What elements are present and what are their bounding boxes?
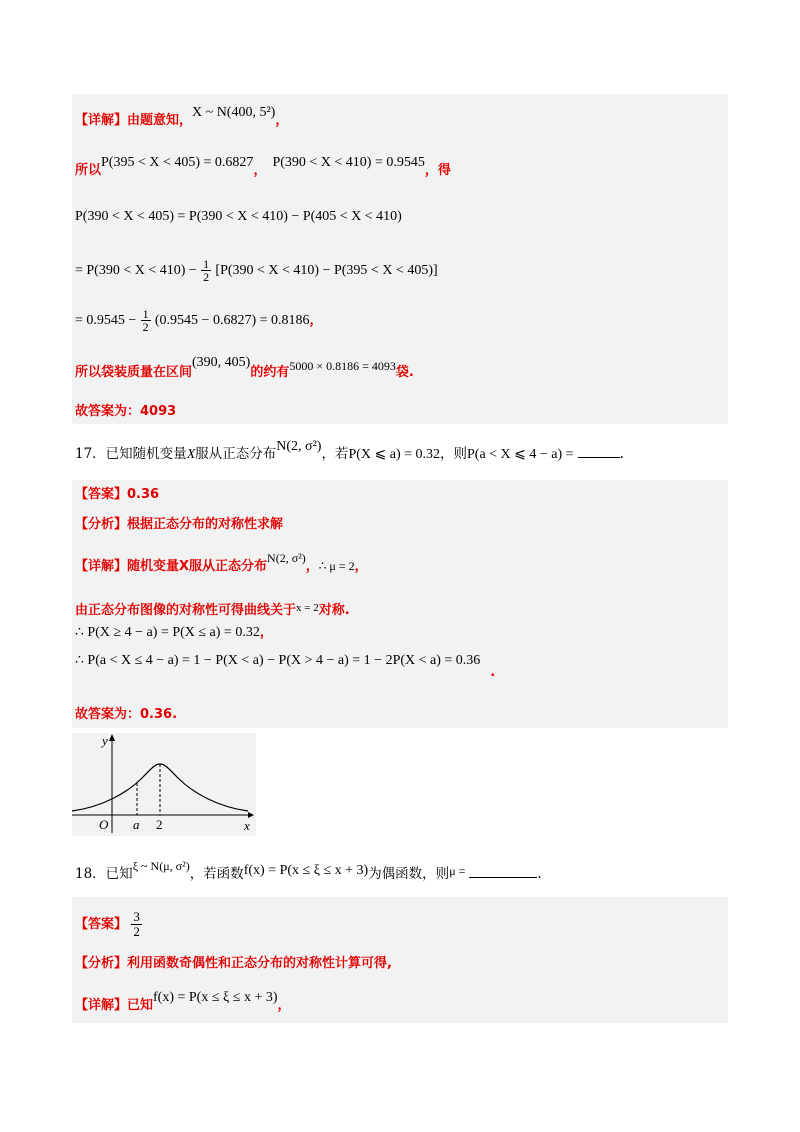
question-18: 18．已知ξ ~ N(μ, σ²)，若函数f(x) = P(x ≤ ξ ≤ x + 3)为偶函数，则μ = . — [75, 859, 542, 882]
detail-line-1: 【详解】由题意知，X ~ N(400, 5²)， — [75, 105, 289, 128]
derivation-line-1: P(390 < X < 405) = P(390 < X < 410) − P(405 < X < 410) — [75, 209, 402, 224]
final-answer-17: 故答案为：0.36. — [75, 707, 178, 722]
fraction-three-halves: $\frac{3}{2}$ — [133, 909, 140, 939]
derivation-line-3: = 0.9545 − $\frac{1}{2}$ (0.9545 − 0.6827) = 0.8186， — [75, 307, 323, 334]
detail-18-line-1: 【详解】已知f(x) = P(x ≤ ξ ≤ x + 3)， — [75, 990, 291, 1013]
answer-blank-17[interactable] — [578, 443, 620, 458]
x-axis-label: x — [244, 818, 250, 833]
detail-line-2: 所以P(395 < X < 405) = 0.6827，P(390 < X < 410) = 0.9545，得 — [75, 155, 451, 178]
analysis-17: 【分析】根据正态分布的对称性求解 — [75, 517, 284, 532]
tick-label-a: a — [133, 817, 140, 832]
detail-17-line-3: ∴ P(X ≥ 4 − a) = P(X ≤ a) = 0.32， — [75, 625, 273, 640]
question-17: 17．已知随机变量X服从正态分布N(2, σ²)，若P(X ⩽ a) = 0.32，则P(a < X ⩽ 4 − a) = . — [75, 439, 624, 462]
y-axis-label: y — [102, 733, 108, 748]
fraction-half: $\frac{1}{2}$ — [203, 257, 210, 284]
origin-label: O — [99, 817, 109, 832]
detail-17-line-1: 【详解】随机变量X服从正态分布N(2, σ²)，∴ μ = 2， — [75, 551, 368, 574]
answer-18: 【答案】 $\frac{3}{2}$ — [75, 909, 140, 939]
answer-blank-18[interactable] — [469, 863, 537, 878]
final-answer-16: 故答案为：4093 — [75, 404, 177, 419]
detail-line-count: 所以袋装质量在区间(390, 405)的约有5000 × 0.8186 = 4093袋. — [75, 355, 414, 380]
analysis-18: 【分析】利用函数奇偶性和正态分布的对称性计算可得, — [75, 956, 392, 971]
detail-17-line-2: 由正态分布图像的对称性可得曲线关于$^{x = 2}$对称. — [75, 602, 350, 618]
answer-17: 【答案】0.36 — [75, 487, 160, 502]
normal-distribution-graph — [72, 733, 256, 836]
derivation-line-2: = P(390 < X < 410) − $\frac{1}{2}$ [P(390 < X < 410) − P(395 < X < 405)] — [75, 257, 438, 284]
detail-17-line-4: ∴ P(a < X ≤ 4 − a) = 1 − P(X < a) − P(X > 4 − a) = 1 − 2P(X < a) = 0.36. — [75, 653, 496, 680]
tick-label-2: 2 — [156, 817, 163, 832]
fraction-half: $\frac{1}{2}$ — [142, 307, 149, 334]
